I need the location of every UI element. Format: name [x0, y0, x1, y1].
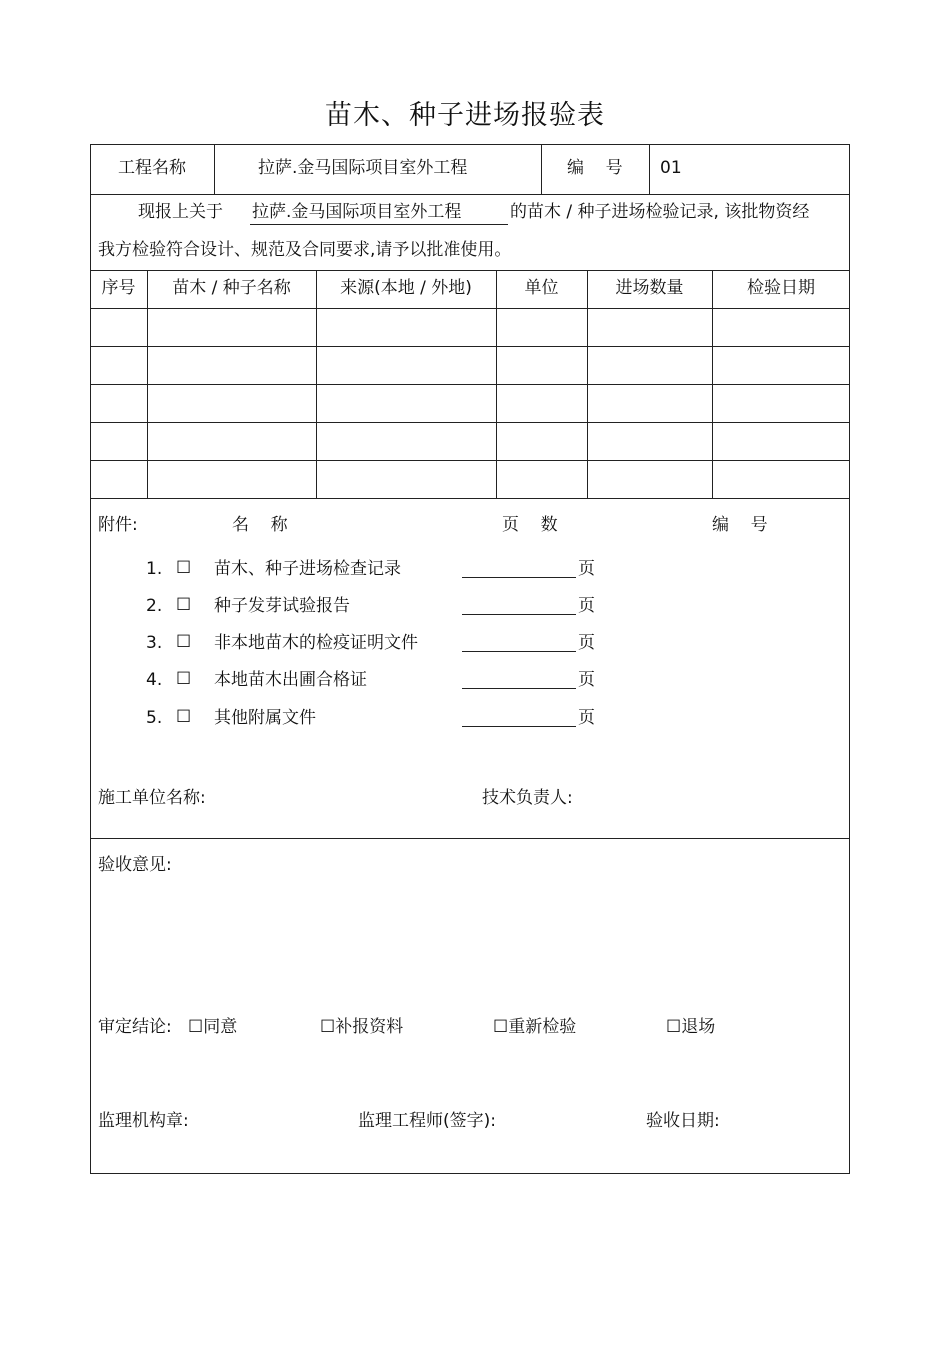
- statement-underline: [250, 224, 508, 225]
- attachments-label: 附件:: [98, 515, 138, 535]
- col-header-quantity: 进场数量: [615, 278, 684, 298]
- divider-vertical: [316, 270, 317, 498]
- divider-row: [90, 384, 850, 385]
- divider-vertical: [541, 144, 542, 194]
- divider-row: [90, 422, 850, 423]
- project-label: 工程名称: [118, 158, 186, 178]
- divider-vertical: [214, 144, 215, 194]
- page-count-blank: [462, 651, 576, 652]
- attachment-index: 2.: [146, 596, 163, 616]
- divider-row: [90, 460, 850, 461]
- divider-vertical: [712, 270, 713, 498]
- acceptance-date-label: 验收日期:: [646, 1111, 720, 1131]
- page-unit: 页: [578, 596, 595, 616]
- number-label: 编 号: [567, 158, 623, 178]
- divider-vertical: [649, 144, 650, 194]
- statement-prefix: 现报上关于: [138, 202, 223, 222]
- col-header-source: 来源(本地 / 外地): [340, 278, 472, 298]
- project-name: 拉萨.金马国际项目室外工程: [258, 158, 468, 178]
- option-reject[interactable]: ☐退场: [666, 1017, 716, 1037]
- option-reinspect[interactable]: ☐重新检验: [493, 1017, 577, 1037]
- divider-table-header: [90, 308, 850, 309]
- attachment-name: 其他附属文件: [214, 708, 316, 728]
- attachment-name: 本地苗木出圃合格证: [214, 670, 367, 690]
- page-count-blank: [462, 726, 576, 727]
- page-unit: 页: [578, 633, 595, 653]
- attachments-col-pages: 页 数: [502, 515, 558, 535]
- attachment-index: 4.: [146, 670, 163, 690]
- statement-project: 拉萨.金马国际项目室外工程: [252, 202, 462, 222]
- option-supplement[interactable]: ☐补报资料: [320, 1017, 404, 1037]
- col-header-index: 序号: [101, 278, 136, 298]
- divider-vertical: [147, 270, 148, 498]
- number-value: 01: [660, 158, 682, 178]
- divider-header: [90, 194, 850, 195]
- attachment-name: 苗木、种子进场检查记录: [214, 559, 401, 579]
- divider-statement: [90, 270, 850, 271]
- page-count-blank: [462, 688, 576, 689]
- page-count-blank: [462, 614, 576, 615]
- attachments-col-number: 编 号: [712, 515, 768, 535]
- tech-lead-label: 技术负责人:: [482, 788, 573, 808]
- checkbox-icon[interactable]: ☐: [176, 558, 192, 578]
- attachments-col-name: 名 称: [232, 515, 288, 535]
- checkbox-icon[interactable]: ☐: [176, 632, 192, 652]
- checkbox-icon[interactable]: ☐: [176, 707, 192, 727]
- divider-vertical: [496, 270, 497, 498]
- page-unit: 页: [578, 559, 595, 579]
- option-approve[interactable]: ☐同意: [188, 1017, 238, 1037]
- attachment-name: 非本地苗木的检疫证明文件: [214, 633, 418, 653]
- attachment-index: 5.: [146, 708, 163, 728]
- engineer-signature-label: 监理工程师(签字):: [358, 1111, 496, 1131]
- col-header-date: 检验日期: [747, 278, 815, 298]
- statement-suffix: 的苗木 / 种子进场检验记录, 该批物资经: [510, 202, 810, 222]
- checkbox-icon[interactable]: ☐: [176, 669, 192, 689]
- page-title: 苗木、种子进场报验表: [325, 100, 605, 131]
- opinion-label: 验收意见:: [98, 855, 172, 875]
- divider-review: [90, 838, 850, 839]
- attachment-index: 3.: [146, 633, 163, 653]
- divider-vertical: [587, 270, 588, 498]
- divider-row: [90, 346, 850, 347]
- statement-line2: 我方检验符合设计、规范及合同要求,请予以批准使用。: [98, 240, 512, 260]
- conclusion-label: 审定结论:: [98, 1017, 172, 1037]
- col-header-name: 苗木 / 种子名称: [172, 278, 291, 298]
- contractor-unit-label: 施工单位名称:: [98, 788, 206, 808]
- page-unit: 页: [578, 670, 595, 690]
- checkbox-icon[interactable]: ☐: [176, 595, 192, 615]
- attachment-name: 种子发芽试验报告: [214, 596, 350, 616]
- seal-label: 监理机构章:: [98, 1111, 189, 1131]
- divider-table-end: [90, 498, 850, 499]
- col-header-unit: 单位: [524, 278, 559, 298]
- page-count-blank: [462, 577, 576, 578]
- attachment-index: 1.: [146, 559, 163, 579]
- page-unit: 页: [578, 708, 595, 728]
